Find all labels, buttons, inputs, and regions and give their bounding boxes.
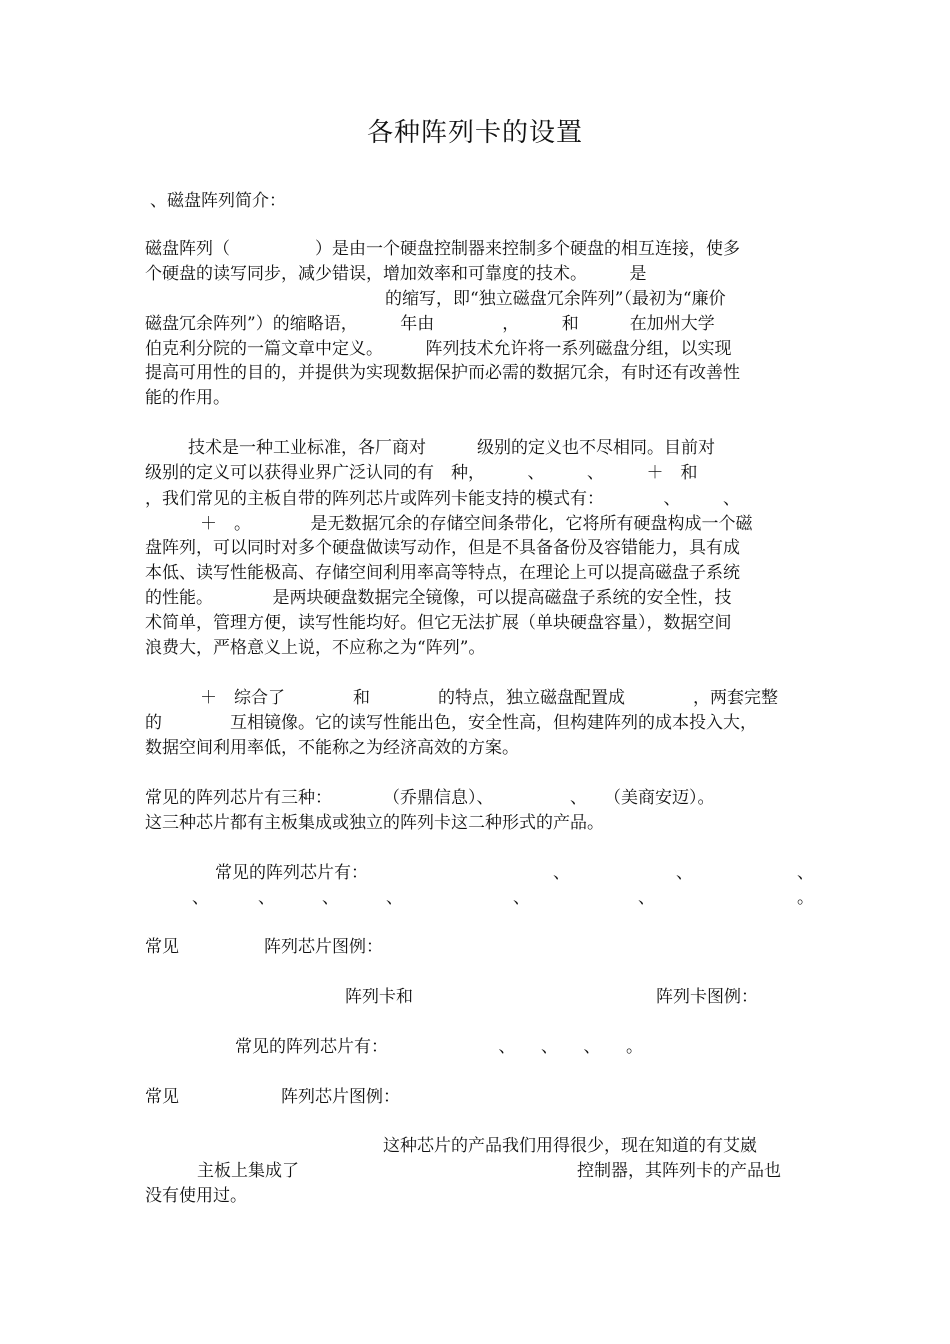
para1-line1: 磁盘阵列（ ）是由一个硬盘控制器来控制多个硬盘的相互连接，使多 — [145, 239, 740, 259]
para5-line2-sep4: 、 — [386, 888, 403, 908]
figure-caption-2-left: 阵列卡和 — [345, 987, 413, 1007]
para6: 常见的阵列芯片有： 、 、 、 。 — [235, 1037, 643, 1057]
para1-line5: 伯克利分院的一篇文章中定义。 阵列技术允许将一系列磁盘分组，以实现 — [145, 339, 732, 359]
para2-line1: 技术是一种工业标准，各厂商对 级别的定义也不尽相同。目前对 — [188, 438, 715, 458]
para4-line2: 这三种芯片都有主板集成或独立的阵列卡这二种形式的产品。 — [145, 813, 604, 833]
page-title: 各种阵列卡的设置 — [366, 118, 583, 148]
para2-line4: ＋ 。 是无数据冗余的存储空间条带化，它将所有硬盘构成一个磁 — [200, 514, 753, 534]
para1-line3: 的缩写，即“独立磁盘冗余阵列”（最初为“廉价 — [385, 289, 726, 309]
para1-line7: 能的作用。 — [145, 388, 230, 408]
para5-sep3: 、 — [797, 863, 814, 883]
para3-line2: 的 互相镜像。它的读写性能出色，安全性高，但构建阵列的成本投入大， — [145, 713, 757, 733]
para2-line6: 本低、读写性能极高、存储空间利用率高等特点，在理论上可以提高磁盘子系统 — [145, 563, 740, 583]
para1-line6: 提高可用性的目的，并提供为实现数据保护而必需的数据冗余，有时还有改善性 — [145, 363, 740, 383]
figure-caption-2-right: 阵列卡图例： — [656, 987, 758, 1007]
para5-sep1: 、 — [553, 863, 570, 883]
para5-line2-sep3: 、 — [322, 888, 339, 908]
para5-line2-sep2: 、 — [258, 888, 275, 908]
para1-line4: 磁盘冗余阵列”）的缩略语， 年由 ， 和 在加州大学 — [145, 314, 715, 334]
para4-line1: 常见的阵列芯片有三种： （乔鼎信息）、 、 （美商安迈）。 — [145, 788, 715, 808]
para5-line2-end: 。 — [797, 888, 814, 908]
section-heading: 、磁盘阵列简介： — [150, 191, 286, 211]
para5-line2-sep6: 、 — [638, 888, 655, 908]
para2-line8: 术简单，管理方便，读写性能均好。但它无法扩展（单块硬盘容量），数据空间 — [145, 613, 732, 633]
para2-line9: 浪费大，严格意义上说，不应称之为“阵列”。 — [145, 638, 486, 658]
para2-line5: 盘阵列，可以同时对多个硬盘做读写动作，但是不具备备份及容错能力，具有成 — [145, 538, 740, 558]
figure-caption-1: 常见 阵列芯片图例： — [145, 937, 383, 957]
para5-sep2: 、 — [676, 863, 693, 883]
para2-line3: ，我们常见的主板自带的阵列芯片或阵列卡能支持的模式有： 、 、 — [145, 489, 740, 509]
para3-line3: 数据空间利用率低，不能称之为经济高效的方案。 — [145, 738, 519, 758]
para5-label: 常见的阵列芯片有： — [215, 863, 368, 883]
para7-line3: 没有使用过。 — [145, 1186, 247, 1206]
para5-line2-sep5: 、 — [513, 888, 530, 908]
para2-line7: 的性能。 是两块硬盘数据完全镜像，可以提高磁盘子系统的安全性，技 — [145, 588, 732, 608]
para7-line2-right: 控制器，其阵列卡的产品也 — [577, 1161, 781, 1181]
figure-caption-3: 常见 阵列芯片图例： — [145, 1087, 400, 1107]
para7-line2-left: 主板上集成了 — [197, 1161, 299, 1181]
para5-line2-sep1: 、 — [192, 888, 209, 908]
para3-line1: ＋ 综合了 和 的特点，独立磁盘配置成 ，两套完整 — [200, 688, 778, 708]
para2-line2: 级别的定义可以获得业界广泛认同的有 种， 、 、 ＋ 和 — [145, 463, 698, 483]
para7-line1: 这种芯片的产品我们用得很少，现在知道的有艾崴 — [383, 1136, 757, 1156]
para1-line2: 个硬盘的读写同步，减少错误，增加效率和可靠度的技术。 是 — [145, 264, 647, 284]
